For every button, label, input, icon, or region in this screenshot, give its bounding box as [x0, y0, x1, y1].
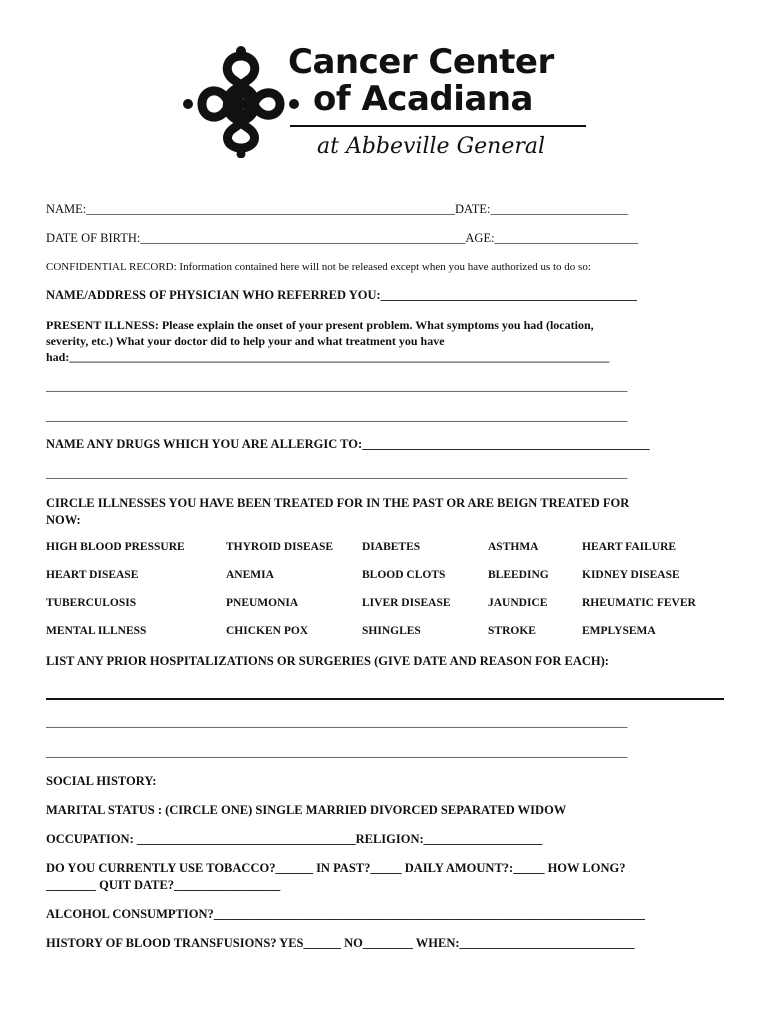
illness-option[interactable]: EMPLYSEMA	[582, 625, 656, 637]
illness-option[interactable]: TUBERCULOSIS	[46, 597, 137, 609]
social-history-heading: SOCIAL HISTORY:	[46, 774, 157, 788]
present-illness-label-2: severity, etc.) What your doctor did to help your and what treatment you have	[46, 334, 445, 348]
present-illness-label: PRESENT ILLNESS: Please explain the onset of your present problem. What symptoms you had (location,	[46, 318, 594, 332]
circle-illness-heading-2: NOW:	[46, 513, 81, 527]
illness-option[interactable]: SHINGLES	[362, 625, 421, 637]
illness-option[interactable]: CHICKEN POX	[226, 625, 309, 637]
illness-option[interactable]: HEART DISEASE	[46, 569, 139, 581]
illness-option[interactable]: BLEEDING	[488, 569, 549, 581]
illness-option[interactable]: RHEUMATIC FEVER	[582, 597, 696, 609]
prior-hospitalizations-label: LIST ANY PRIOR HOSPITALIZATIONS OR SURGERIES (GIVE DATE AND REASON FOR EACH):	[46, 654, 609, 668]
logo-line-3: at Abbeville General	[317, 134, 546, 159]
confidential-notice: CONFIDENTIAL RECORD: Information contained here will not be released except when you have authorized us to do so:	[46, 261, 591, 273]
illness-option[interactable]: LIVER DISEASE	[362, 597, 451, 609]
circle-illness-heading: CIRCLE ILLNESSES YOU HAVE BEEN TREATED FOR IN THE PAST OR ARE BEIGN TREATED FOR	[46, 496, 630, 510]
illness-option[interactable]: JAUNDICE	[488, 597, 548, 609]
celtic-knot-logo-icon	[182, 46, 300, 158]
dob-age-field[interactable]: DATE OF BIRTH:____________________________________________________AGE:_______________________	[46, 231, 639, 245]
illness-option[interactable]: STROKE	[488, 625, 536, 637]
marital-status-field[interactable]: MARITAL STATUS : (CIRCLE ONE) SINGLE MARRIED DIVORCED SEPARATED WIDOW	[46, 803, 567, 817]
present-illness-field[interactable]: had:__________________________________________________________________________________________	[46, 350, 610, 364]
illness-option[interactable]: MENTAL ILLNESS	[46, 625, 147, 637]
logo-line-1: Cancer Center	[288, 42, 554, 82]
illness-option[interactable]: ASTHMA	[488, 541, 539, 553]
occupation-religion-field[interactable]: OCCUPATION: ___________________________________RELIGION:___________________	[46, 832, 543, 846]
allergy-blank-line[interactable]: _____________________________________________________________________________________________	[46, 466, 628, 480]
transfusion-field[interactable]: HISTORY OF BLOOD TRANSFUSIONS? YES______ NO________ WHEN:____________________________	[46, 936, 635, 950]
prior-blank-line[interactable]: _____________________________________________________________________________________________	[46, 715, 628, 729]
illness-option[interactable]: BLOOD CLOTS	[362, 569, 446, 581]
alcohol-field[interactable]: ALCOHOL CONSUMPTION?_____________________________________________________________________	[46, 907, 645, 921]
illness-blank-line[interactable]: _____________________________________________________________________________________________	[46, 409, 628, 423]
prior-hospitalizations-line[interactable]	[46, 698, 724, 700]
prior-blank-line[interactable]: _____________________________________________________________________________________________	[46, 745, 628, 759]
name-date-field[interactable]: NAME:___________________________________________________________DATE:______________________	[46, 202, 628, 216]
tobacco-field[interactable]: DO YOU CURRENTLY USE TOBACCO?______ IN PAST?_____ DAILY AMOUNT?:_____ HOW LONG?	[46, 861, 626, 875]
illness-blank-line[interactable]: _____________________________________________________________________________________________	[46, 379, 628, 393]
illness-option[interactable]: PNEUMONIA	[226, 597, 299, 609]
quit-date-field[interactable]: ________ QUIT DATE?_________________	[46, 878, 281, 892]
allergy-field[interactable]: NAME ANY DRUGS WHICH YOU ARE ALLERGIC TO:______________________________________________	[46, 437, 650, 451]
illness-option[interactable]: THYROID DISEASE	[226, 541, 334, 553]
logo-divider	[290, 125, 586, 127]
illness-option[interactable]: HEART FAILURE	[582, 541, 677, 553]
illness-option[interactable]: ANEMIA	[226, 569, 274, 581]
illness-option[interactable]: DIABETES	[362, 541, 421, 553]
illness-option[interactable]: KIDNEY DISEASE	[582, 569, 680, 581]
physician-field[interactable]: NAME/ADDRESS OF PHYSICIAN WHO REFERRED YOU:_________________________________________	[46, 288, 637, 302]
illness-option[interactable]: HIGH BLOOD PRESSURE	[46, 541, 185, 553]
logo-line-2: of Acadiana	[313, 79, 533, 119]
